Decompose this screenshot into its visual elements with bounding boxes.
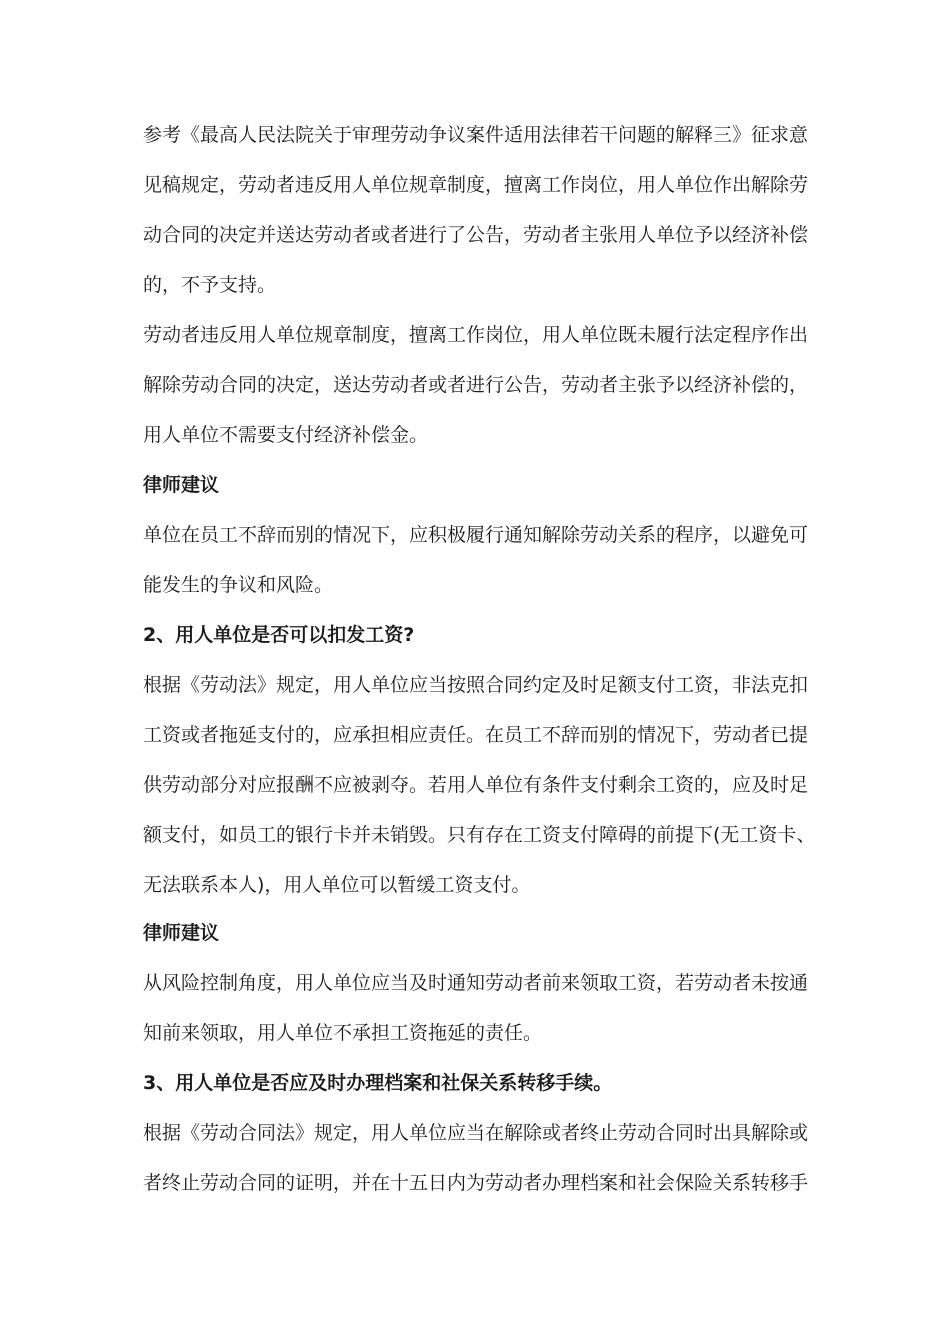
heading-lawyer-advice-1 [143, 460, 811, 510]
text-line: 从风险控制角度，用人单位应当及时通知劳动者前来领取工资，若劳动者未按通 [143, 972, 809, 994]
text-line: 动合同的决定并送达劳动者或者进行了公告，劳动者主张用人单位予以经济补偿 [143, 224, 809, 246]
text-line: 劳动者违反用人单位规章制度，擅离工作岗位，用人单位既未履行法定程序作出 [143, 324, 809, 346]
text-line: 根据《劳动合同法》规定，用人单位应当在解除或者终止劳动合同时出具解除或 [143, 1122, 809, 1144]
text-line: 根据《劳动法》规定，用人单位应当按照合同约定及时足额支付工资，非法克扣 [143, 674, 809, 696]
heading-text: 2、用人单位是否可以扣发工资? [143, 624, 415, 646]
text-line: 供劳动部分对应报酬不应被剥夺。若用人单位有条件支付剩余工资的，应及时足 [143, 774, 809, 796]
paragraph-interpretation [143, 110, 811, 310]
text-line: 工资或者拖延支付的，应承担相应责任。在员工不辞而别的情况下，劳动者已提 [143, 724, 809, 746]
text-line: 额支付，如员工的银行卡并未销毁。只有存在工资支付障碍的前提下(无工资卡、 [143, 824, 816, 846]
text-line: 用人单位不需要支付经济补偿金。 [143, 424, 429, 446]
heading-question-2 [143, 610, 811, 660]
text-line: 知前来领取，用人单位不承担工资拖延的责任。 [143, 1022, 543, 1044]
paragraph-archives [143, 1108, 811, 1208]
text-line: 无法联系本人)，用人单位可以暂缓工资支付。 [143, 874, 531, 896]
paragraph-no-compensation [143, 310, 811, 460]
text-line: 的，不予支持。 [143, 274, 277, 296]
heading-lawyer-advice-2 [143, 908, 811, 958]
text-line: 能发生的争议和风险。 [143, 574, 334, 596]
paragraph-wages [143, 660, 816, 910]
heading-text: 律师建议 [143, 922, 220, 944]
paragraph-advice-1 [143, 510, 811, 610]
heading-text: 律师建议 [143, 474, 220, 496]
heading-text: 3、用人单位是否应及时办理档案和社保关系转移手续。 [143, 1072, 613, 1094]
text-line: 单位在员工不辞而别的情况下，应积极履行通知解除劳动关系的程序，以避免可 [143, 524, 809, 546]
text-line: 见稿规定，劳动者违反用人单位规章制度，擅离工作岗位，用人单位作出解除劳 [143, 174, 809, 196]
text-line: 解除劳动合同的决定，送达劳动者或者进行公告，劳动者主张予以经济补偿的， [143, 374, 809, 396]
text-line: 者终止劳动合同的证明，并在十五日内为劳动者办理档案和社会保险关系转移手 [143, 1172, 809, 1194]
text-line: 参考《最高人民法院关于审理劳动争议案件适用法律若干问题的解释三》征求意 [143, 124, 809, 146]
paragraph-advice-2 [143, 958, 811, 1058]
heading-question-3 [143, 1058, 811, 1108]
